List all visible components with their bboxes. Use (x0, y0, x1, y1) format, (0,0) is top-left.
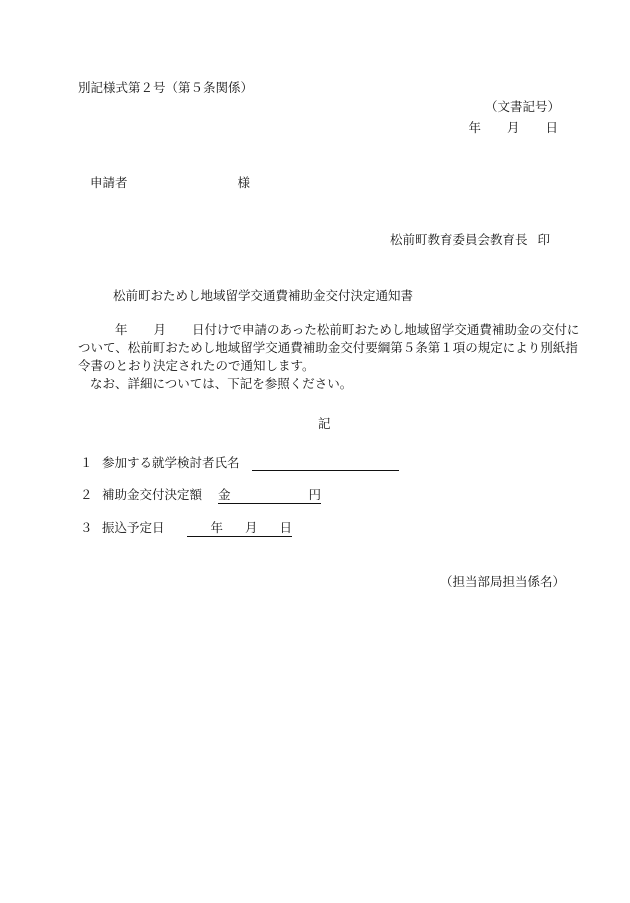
body-month: 月 (153, 322, 167, 337)
applicant-line (90, 175, 250, 190)
amount-blank (218, 485, 321, 504)
issuer-line (390, 232, 550, 247)
transfer-year: 年 (210, 520, 224, 535)
document-number-label: （文書記号） (484, 99, 560, 114)
participant-name-blank (252, 455, 399, 471)
body-paragraph (78, 321, 588, 394)
contact-department: （担当部局担当係名） (439, 574, 565, 589)
item-participant-name (80, 453, 399, 471)
body-line-4: なお、詳細については、下記を参照ください。 (90, 376, 353, 392)
ki-heading: 記 (318, 416, 331, 431)
date-month: 月 (506, 120, 520, 135)
item-number: １ (80, 455, 93, 470)
form-number: 別記様式第２号（第５条関係） (78, 80, 254, 95)
amount-unit: 円 (308, 487, 322, 502)
date-day: 日 (545, 120, 558, 135)
item-transfer-date (80, 518, 292, 537)
amount-prefix: 金 (218, 487, 231, 502)
transfer-month: 月 (245, 520, 258, 535)
body-year: 年 (115, 322, 128, 337)
issue-date (468, 120, 558, 135)
applicant-honorific: 様 (237, 175, 251, 190)
issuer-name: 松前町教育委員会教育長 (389, 232, 528, 247)
date-year: 年 (468, 120, 481, 135)
transfer-day: 日 (279, 520, 293, 535)
body-line1-rest: 日付けで申請のあった松前町おためし地域留学交通費補助金の交付に (192, 322, 580, 337)
document-title: 松前町おためし地域留学交通費補助金交付決定通知書 (113, 288, 414, 303)
item-number: ２ (80, 487, 93, 502)
item-label: 補助金交付決定額 (102, 487, 203, 502)
body-line-1 (78, 321, 588, 339)
item-label: 参加する就学検討者氏名 (102, 455, 240, 470)
seal-mark: 印 (537, 232, 550, 247)
applicant-label: 申請者 (90, 175, 128, 190)
item-label: 振込予定日 (102, 520, 165, 535)
transfer-date-blank (187, 518, 293, 537)
item-subsidy-amount (80, 485, 321, 504)
body-line-3: 令書のとおり決定されたので通知します。 (78, 358, 315, 374)
item-number: ３ (80, 520, 93, 535)
body-line-2: ついて、松前町おためし地域留学交通費補助金交付要綱第５条第１項の規定により別紙指 (78, 340, 578, 356)
